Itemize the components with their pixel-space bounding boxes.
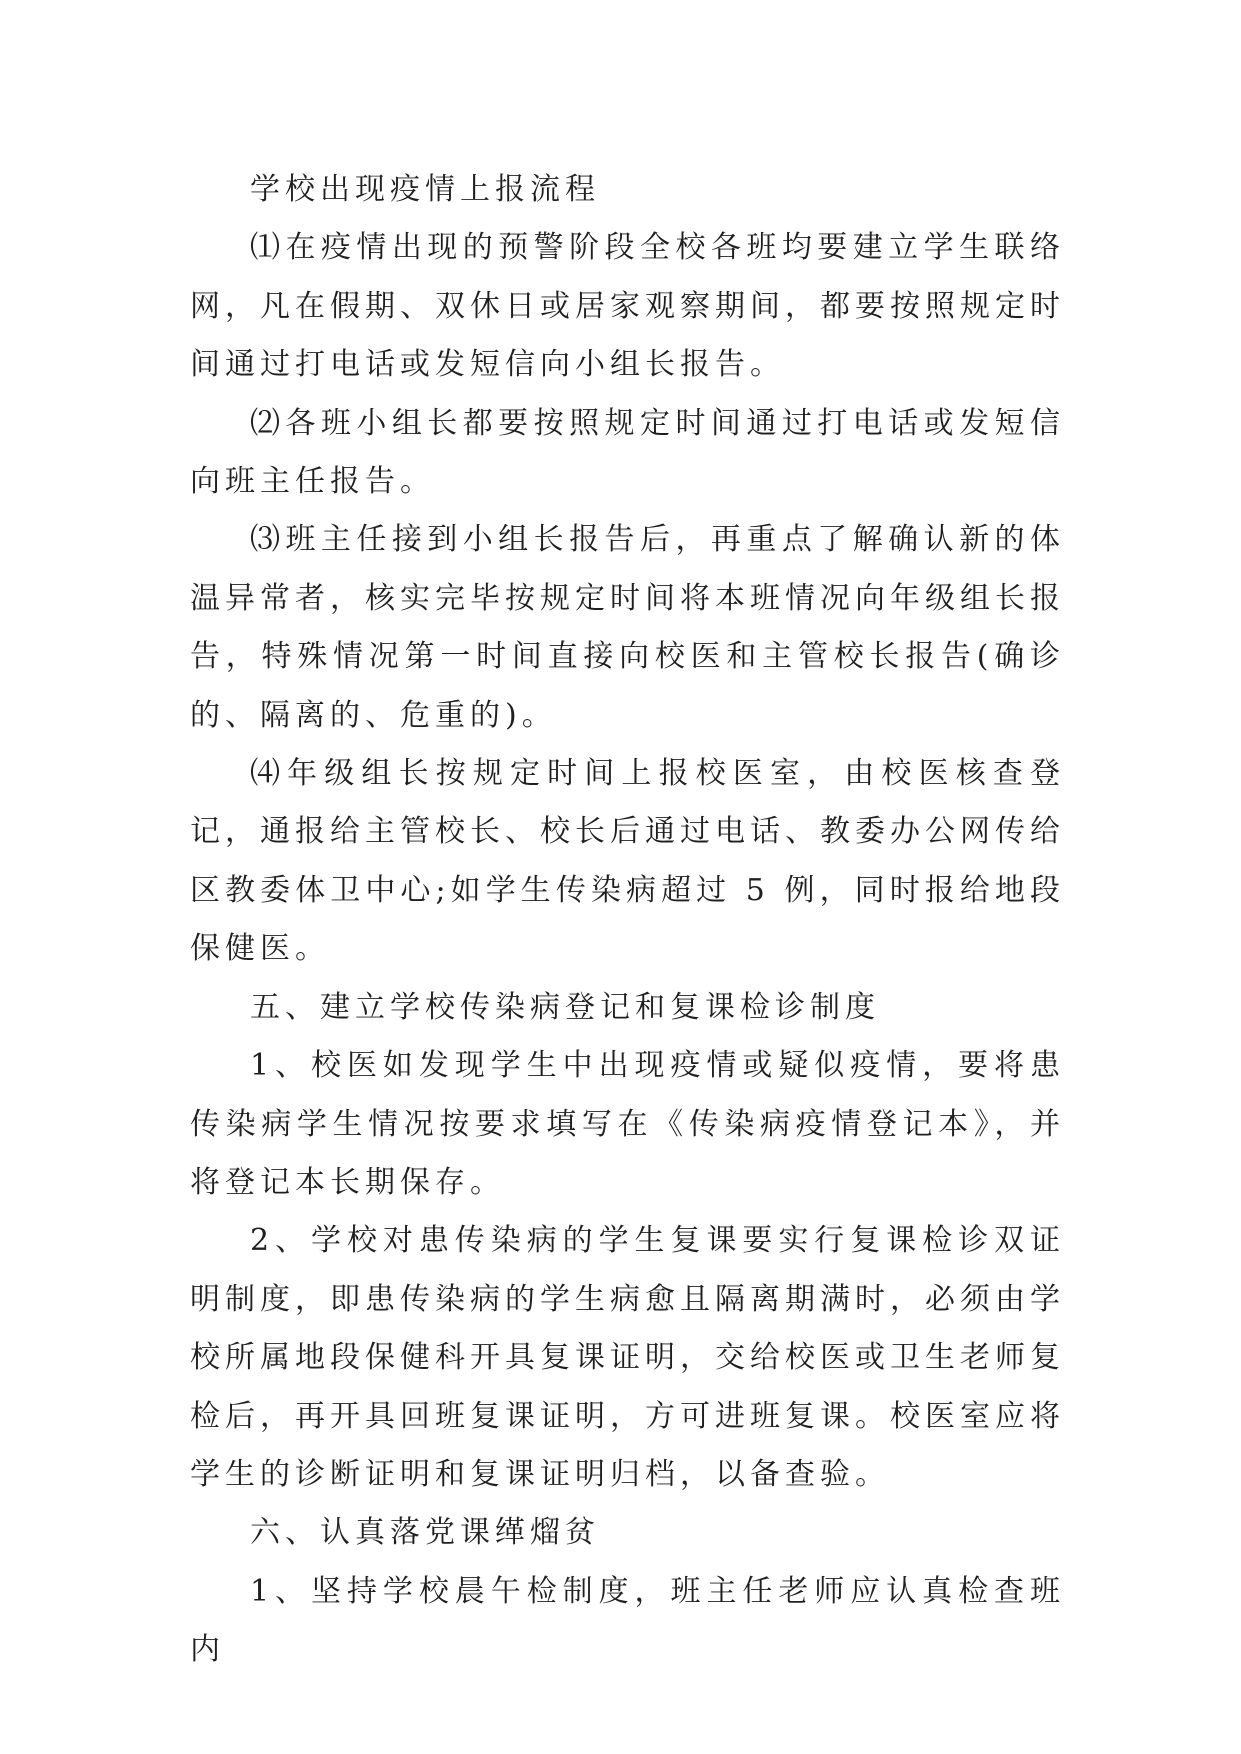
section-heading: 五、建立学校传染病登记和复课检诊制度 bbox=[250, 989, 880, 1025]
paragraph: 1、校医如发现学生中出现疫情或疑似疫情，要将患传染病学生情况按要求填写在《传染病疫情登记本》，并将登记本长期保存。 bbox=[190, 1048, 1065, 1200]
paragraph: 2、学校对患传染病的学生复课要实行复课检诊双证明制度，即患传染病的学生病愈且隔离期满时，必须由学校所属地段保健科开具复课证明，交给校医或卫生老师复检后，再开具回班复课证明，方可进班复课。校医室应将学生的诊断证明和复课证明归档，以备查验。 bbox=[190, 1223, 1065, 1492]
paragraph: 1、坚持学校晨午检制度，班主任老师应认真检查班内 bbox=[190, 1573, 1065, 1668]
document-body bbox=[190, 161, 1065, 1680]
paragraph: ⑵各班小组长都要按照规定时间通过打电话或发短信向班主任报告。 bbox=[190, 405, 1065, 500]
paragraph: ⑷年级组长按规定时间上报校医室，由校医核查登记，通报给主管校长、校长后通过电话、教委办公网传给区教委体卫中心;如学生传染病超过 5 例，同时报给地段保健医。 bbox=[190, 756, 1065, 967]
section-heading: 六、认真落党课缂熘贫 bbox=[250, 1515, 600, 1551]
paragraph: ⑴在疫情出现的预警阶段全校各班均要建立学生联络网，凡在假期、双休日或居家观察期间，都要按照规定时间通过打电话或发短信向小组长报告。 bbox=[190, 230, 1065, 383]
section-heading: 学校出现疫情上报流程 bbox=[250, 172, 600, 207]
paragraph: ⑶班主任接到小组长报告后，再重点了解确认新的体温异常者，核实完毕按规定时间将本班情况向年级组长报告，特殊情况第一时间直接向校医和主管校长报告(确诊的、隔离的、危重的)。 bbox=[190, 522, 1065, 733]
